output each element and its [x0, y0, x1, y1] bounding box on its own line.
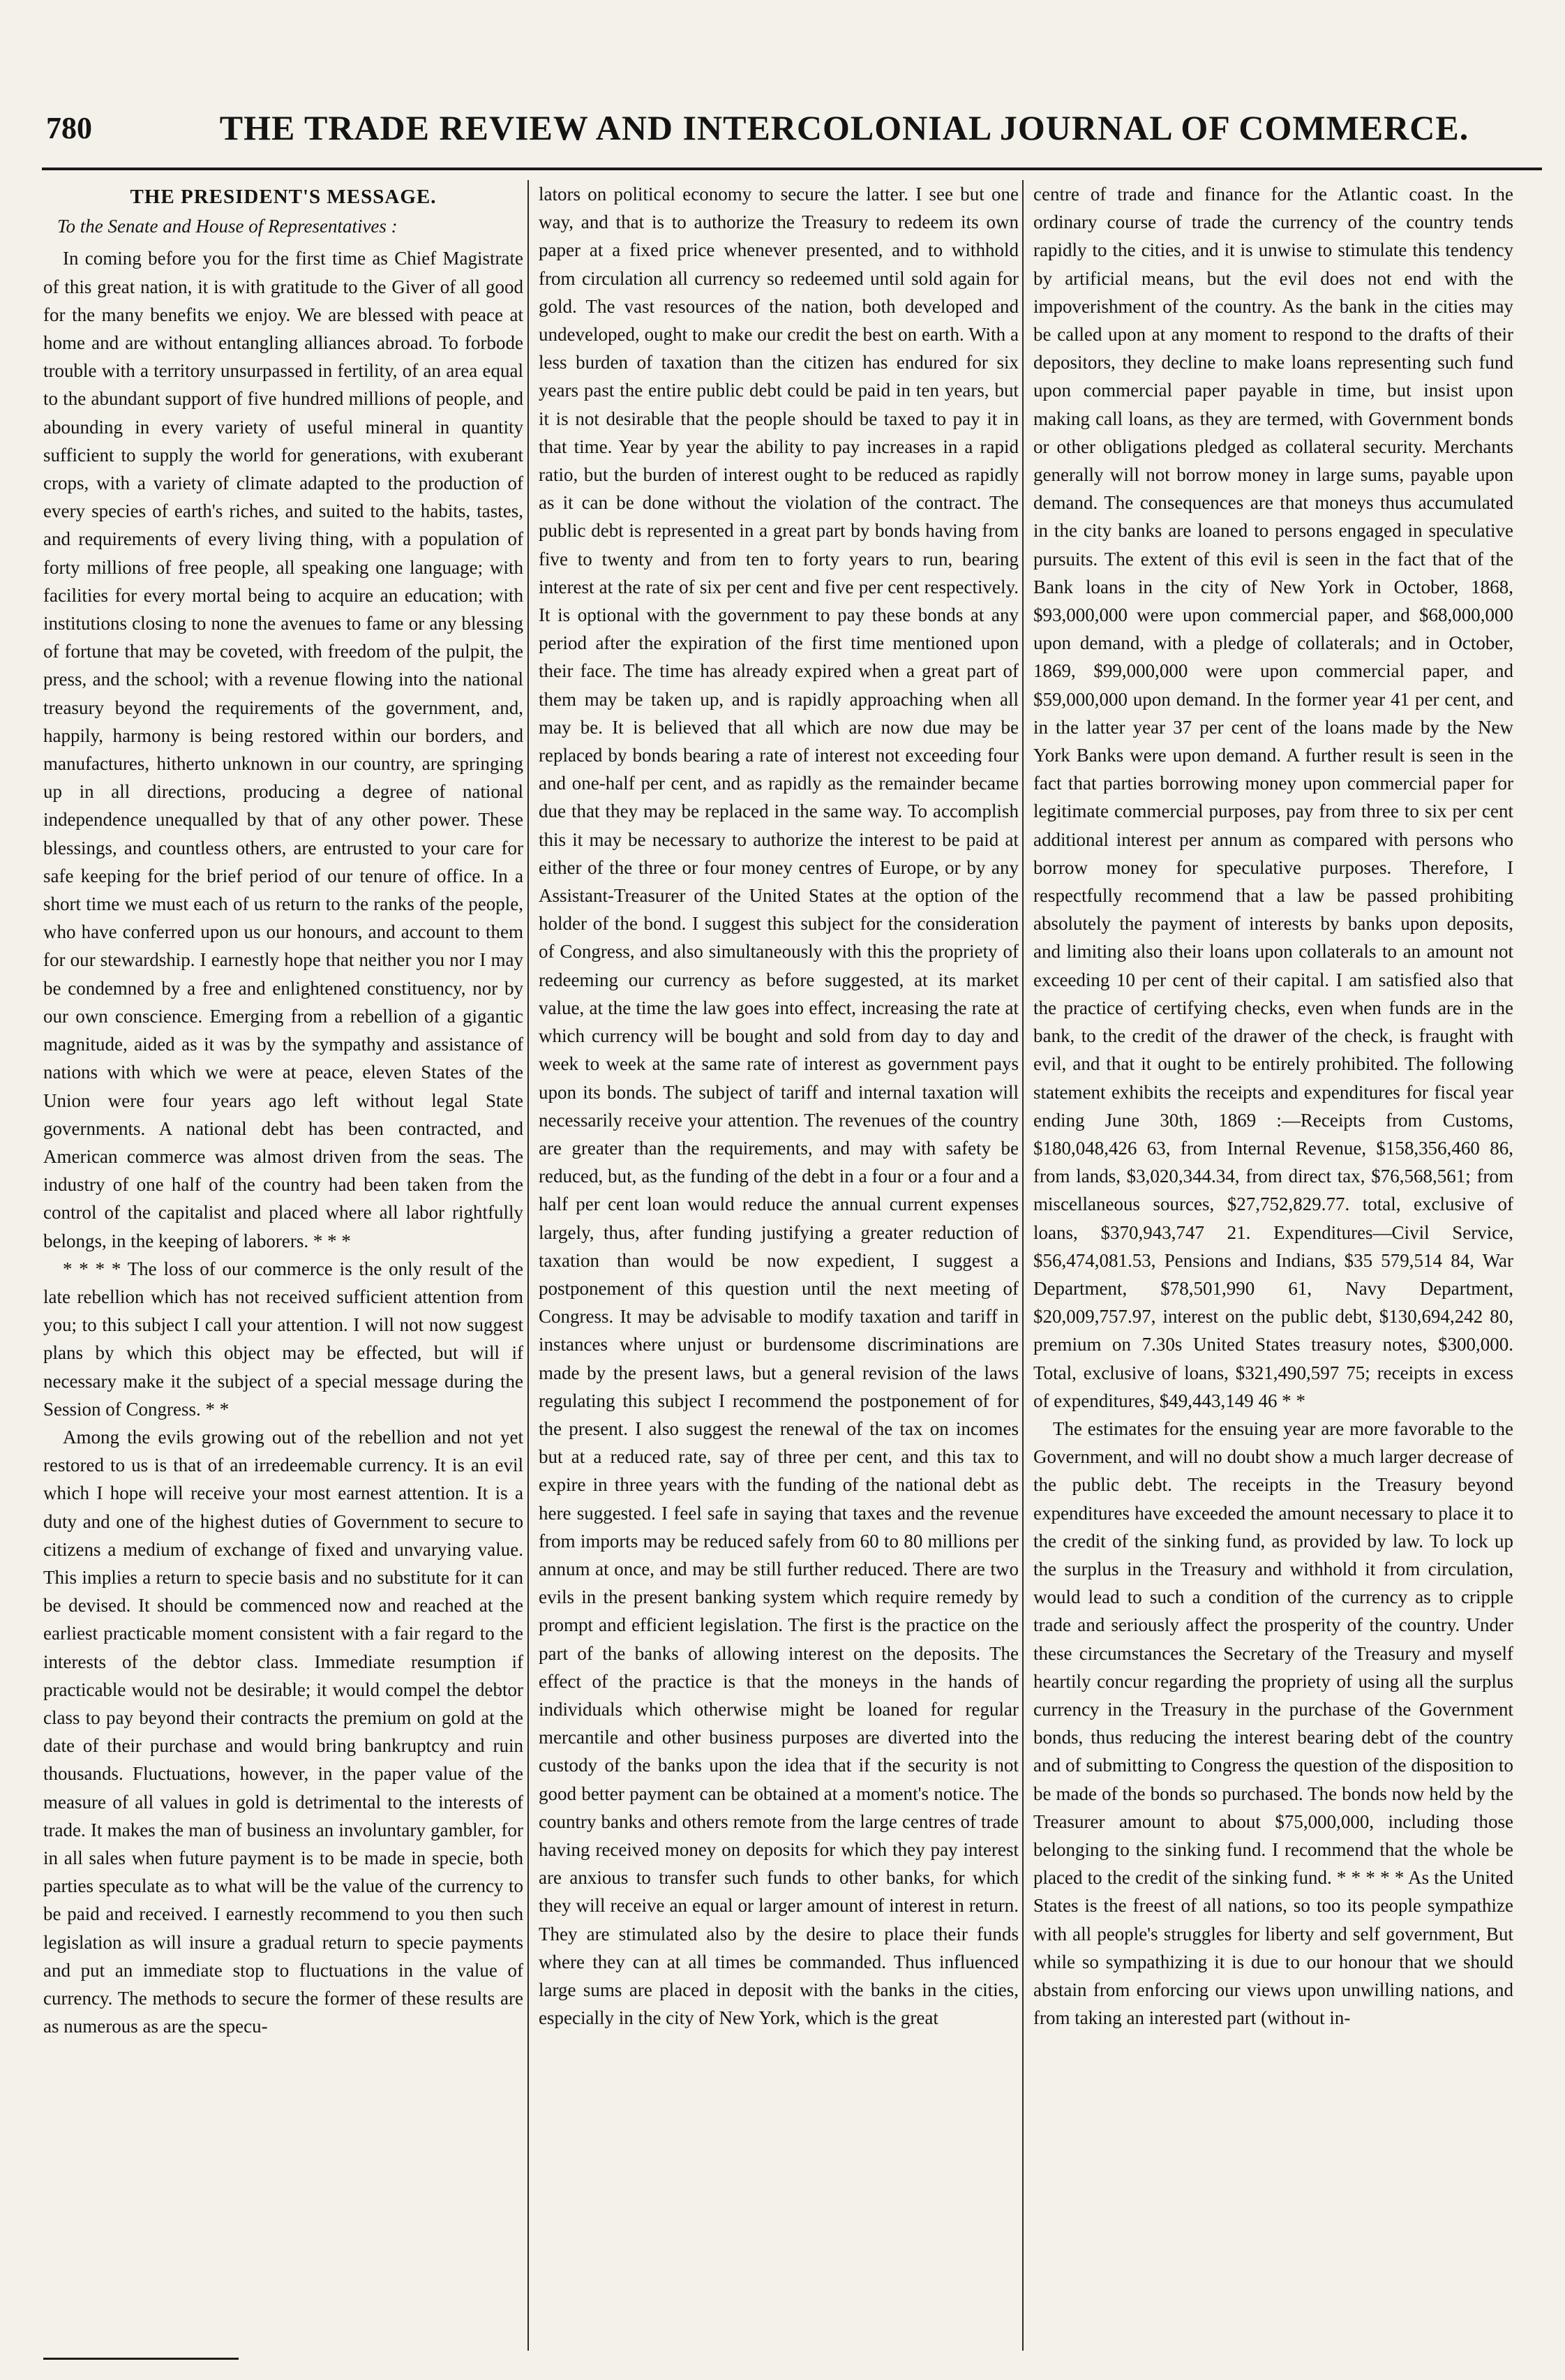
paragraph: The estimates for the ensuing year are more favorable to the Government, and will no doubt show a much larger decrease of the public debt. The receipts in the Treasury beyond expenditures have exceeded the amount necessary to place it to the credit of the sinking fund, as provided by law. To lock up the surplus in the Treasury and withhold it from circulation, would lead to such a condition of the currency as to cripple trade and seriously affect the prosperity of the country. Under these circumstances the Secretary of the Treasury and myself heartily concur regarding the propriety of using all the surplus currency in the Treasury in the purchase of the Government bonds, thus reducing the interest bearing debt of the country and of submitting to Congress the question of the disposition to be made of the bonds so purchased. The bonds now held by the Treasurer amount to about $75,000,000, including those belonging to the sinking fund. I recommend that the whole be placed to the credit of the sinking fund. * * * * * As the United States is the freest of all nations, so too its people sympathize with all people's struggles for liberty and self government, But while so sympathizing it is due to our honour that we should abstain from enforcing our views upon unwilling nations, and from taking an interested part (without in-: [1033, 1418, 1513, 2029]
paragraph: * * * * The loss of our commerce is the only result of the late rebellion which has not received sufficient attention from you; to this subject I call your attention. I will not now suggest plans by which this object may be effected, but will if necessary make it the subject of a special message during the Session of Congress. * *: [43, 1258, 523, 1420]
article-salutation: To the Senate and House of Representatives :: [57, 216, 398, 237]
column-divider: [1022, 180, 1024, 2351]
page-header: [42, 105, 1542, 154]
column-1: [43, 180, 523, 2354]
paragraph: lators on political economy to secure the latter. I see but one way, and that is to authorize the Treasury to redeem its own paper at a fixed price whenever presented, and to withhold from circulation all currency so redeemed until sold again for gold. The vast resources of the nation, both developed and undeveloped, ought to make our credit the best on earth. With a less burden of taxation than the citizen has endured for six years past the entire public debt could be paid in ten years, but it is not desirable that the people should be taxed to pay it in that time. Year by year the ability to pay increases in a rapid ratio, but the burden of interest ought to be reduced as rapidly as it can be done without the violation of the contract. The public debt is represented in a great part by bonds having from five to twenty and from ten to forty years to run, bearing interest at the rate of six per cent and five per cent respectively. It is optional with the government to pay these bonds at any period after the expiration of the first time mentioned upon their face. The time has already expired when a great part of them may be taken up, and is rapidly approaching when all may be. It is believed that all which are now due may be replaced by bonds bearing a rate of interest not exceeding four and one-half per cent, and as rapidly as the remainder became due that they may be replaced in the same way. To accomplish this it may be necessary to authorize the interest to be paid at either of the three or four money centres of Europe, or by any Assistant-Treasurer of the United States at the option of the holder of the bond. I suggest this subject for the consideration of Congress, and also simultaneously with this the propriety of redeeming our currency as before suggested, at its market value, at the time the law goes into effect, increasing the rate at which currency will be bought and sold from day to day and week to week at the same rate of interest as government pays upon its bonds. The subject of tariff and internal taxation will necessarily receive your attention. The revenues of the country are greater than the requirements, and may with safety be reduced, but, as the funding of the debt in a four or a four and a half per cent loan would reduce the annual current expenses largely, thus, after funding justifying a greater reduction of taxation than would be now expedient, I suggest a postponement of this question until the next meeting of Congress. It may be advisable to modify taxation and tariff in instances where unjust or burdensome discriminations are made by the present laws, but a general revision of the laws regulating this subject I recommend the postponement of for the present. I also suggest the renewal of the tax on incomes but at a reduced rate, say of three per cent, and this tax to expire in three years with the funding of the national debt as here suggested. I feel safe in saying that taxes and the revenue from imports may be reduced safely from 60 to 80 millions per annum at once, and may be still further reduced. There are two evils in the present banking system which require remedy by prompt and efficient legislation. The first is the practice on the part of the banks of allowing interest on the deposits. The effect of the practice is that the moneys in the hands of individuals which otherwise might be loaned for regular mercantile and other business purposes are diverted into the custody of the banks upon the idea that if the security is not good better payment can be obtained at a moment's notice. The country banks and others remote from the large centres of trade having received money on deposits for which they pay interest are anxious to transfer such funds to other banks, for which they will receive an equal or larger amount of interest in return. They are stimulated also by the desire to place their funds where they can at all times be commanded. Thus influenced large sums are placed in deposit with the banks in the cities, especially in the city of New York, which is the great: [539, 184, 1019, 2029]
article-title: THE PRESIDENT'S MESSAGE.: [130, 186, 437, 208]
paragraph: centre of trade and finance for the Atlantic coast. In the ordinary course of trade the currency of the country tends rapidly to the cities, and it is unwise to stimulate this tendency by artificial means, but the evil does not end with the impoverishment of the country. As the bank in the cities may be called upon at any moment to respond to the drafts of their depositors, they decline to make loans representing such fund upon commercial paper payable in time, but insist upon making call loans, as they are termed, with Government bonds or other obligations pledged as collateral security. Merchants generally will not borrow money in large sums, payable upon demand. The consequences are that moneys thus accumulated in the city banks are loaned to persons engaged in speculative pursuits. The extent of this evil is seen in the fact that of the Bank loans in the city of New York in October, 1868, $93,000,000 were upon commercial paper, and $68,000,000 upon demand, with a pledge of collaterals; and in October, 1869, $99,000,000 were upon commercial paper, and $59,000,000 upon demand. In the former year 41 per cent, and in the latter year 37 per cent of the loans made by the New York Banks were upon demand. A further result is seen in the fact that parties borrowing money upon commercial paper for legitimate commercial purposes, pay from three to six per cent additional interest per annum as compared with persons who borrow money for speculative purposes. Therefore, I respectfully recommend that a law be passed prohibiting absolutely the payment of interests by banks upon deposits, and limiting also their loans upon collaterals to an amount not exceeding 10 per cent of their capital. I am satisfied also that the practice of certifying checks, even when funds are in the bank, to the credit of the drawer of the check, is fraught with evil, and that it ought to be entirely prohibited. The following statement exhibits the receipts and expenditures for fiscal year ending June 30th, 1869 :—Receipts from Customs, $180,048,426 63, from Internal Revenue, $158,356,460 86, from lands, $3,020,344.34, from direct tax, $76,568,561; from miscellaneous sources, $27,752,829.77. total, exclusive of loans, $370,943,747 21. Expenditures—Civil Service, $56,474,081.53, Pensions and Indians, $35 579,514 84, War Department, $78,501,990 61, Navy Department, $20,009,757.97, interest on the public debt, $130,694,242 80, premium on 7.30s United States treasury notes, $300,000. Total, exclusive of loans, $321,490,597 75; receipts in excess of expenditures, $49,443,149 46 * *: [1033, 184, 1513, 1411]
column-2: [539, 180, 1019, 2354]
footer-rule: [43, 2358, 239, 2360]
header-rule: [42, 168, 1542, 170]
paragraph: Among the evils growing out of the rebellion and not yet restored to us is that of an irredeemable currency. It is an evil which I hope will receive your most earnest attention. It is a duty and one of the highest duties of Government to secure to citizens a medium of exchange of fixed and unvarying value. This implies a return to specie basis and no substitute for it can be devised. It should be commenced now and reached at the earliest practicable moment consistent with a fair regard to the interests of the debtor class. Immediate resumption if practicable would not be desirable; it would compel the debtor class to pay beyond their contracts the premium on gold at the date of their purchase and would bring bankruptcy and ruin thousands. Fluctuations, however, in the paper value of the measure of all values in gold is detrimental to the interests of trade. It makes the man of business an involuntary gambler, for in all sales when future payment is to be made in specie, both parties speculate as to what will be the value of the currency to be paid and received. I earnestly recommend to you then such legislation as will insure a gradual return to specie payments and put an immediate stop to fluctuations in the value of currency. The methods to secure the former of these results are as numerous as are the specu-: [43, 1426, 523, 2037]
column-3: [1033, 180, 1513, 2354]
paragraph: In coming before you for the first time as Chief Magistrate of this great nation, it is with gratitude to the Giver of all good for the many benefits we enjoy. We are blessed with peace at home and are without entangling alliances abroad. To forbode trouble with a territory unsurpassed in fertility, of an area equal to the abundant support of five hundred millions of people, and abounding in every variety of useful mineral in quantity sufficient to supply the world for generations, with exuberant crops, with a variety of climate adapted to the production of every species of earth's riches, and suited to the habits, tastes, and requirements of every living thing, with a population of forty millions of free people, all speaking one language; with facilities for every mortal being to acquire an education; with institutions closing to none the avenues to fame or any blessing of fortune that may be coveted, with freedom of the pulpit, the press, and the school; with a revenue flowing into the national treasury beyond the requirements of the government, and, happily, harmony is being restored within our borders, and manufactures, hitherto unknown in our country, are springing up in all directions, producing a degree of national independence unequalled by that of any other power. These blessings, and countless others, are entrusted to your care for safe keeping for the brief period of our tenure of office. In a short time we must each of us return to the ranks of the people, who have conferred upon us our honours, and account to them for our stewardship. I earnestly hope that neither you nor I may be condemned by a free and enlightened constituency, nor by our own conscience. Emerging from a rebellion of a gigantic magnitude, aided as it was by the sympathy and assistance of nations with which we were at peace, eleven States of the Union were four years ago left without legal State governments. A national debt has been contracted, and American commerce was almost driven from the seas. The industry of one half of the country had been taken from the control of the capitalist and placed where all labor rightfully belongs, in the keeping of laborers. * * *: [43, 248, 523, 1251]
page-number: 780: [46, 111, 92, 145]
column-divider: [527, 180, 529, 2351]
running-title: THE TRADE REVIEW AND INTERCOLONIAL JOURNAL OF COMMERCE.: [219, 108, 1469, 147]
